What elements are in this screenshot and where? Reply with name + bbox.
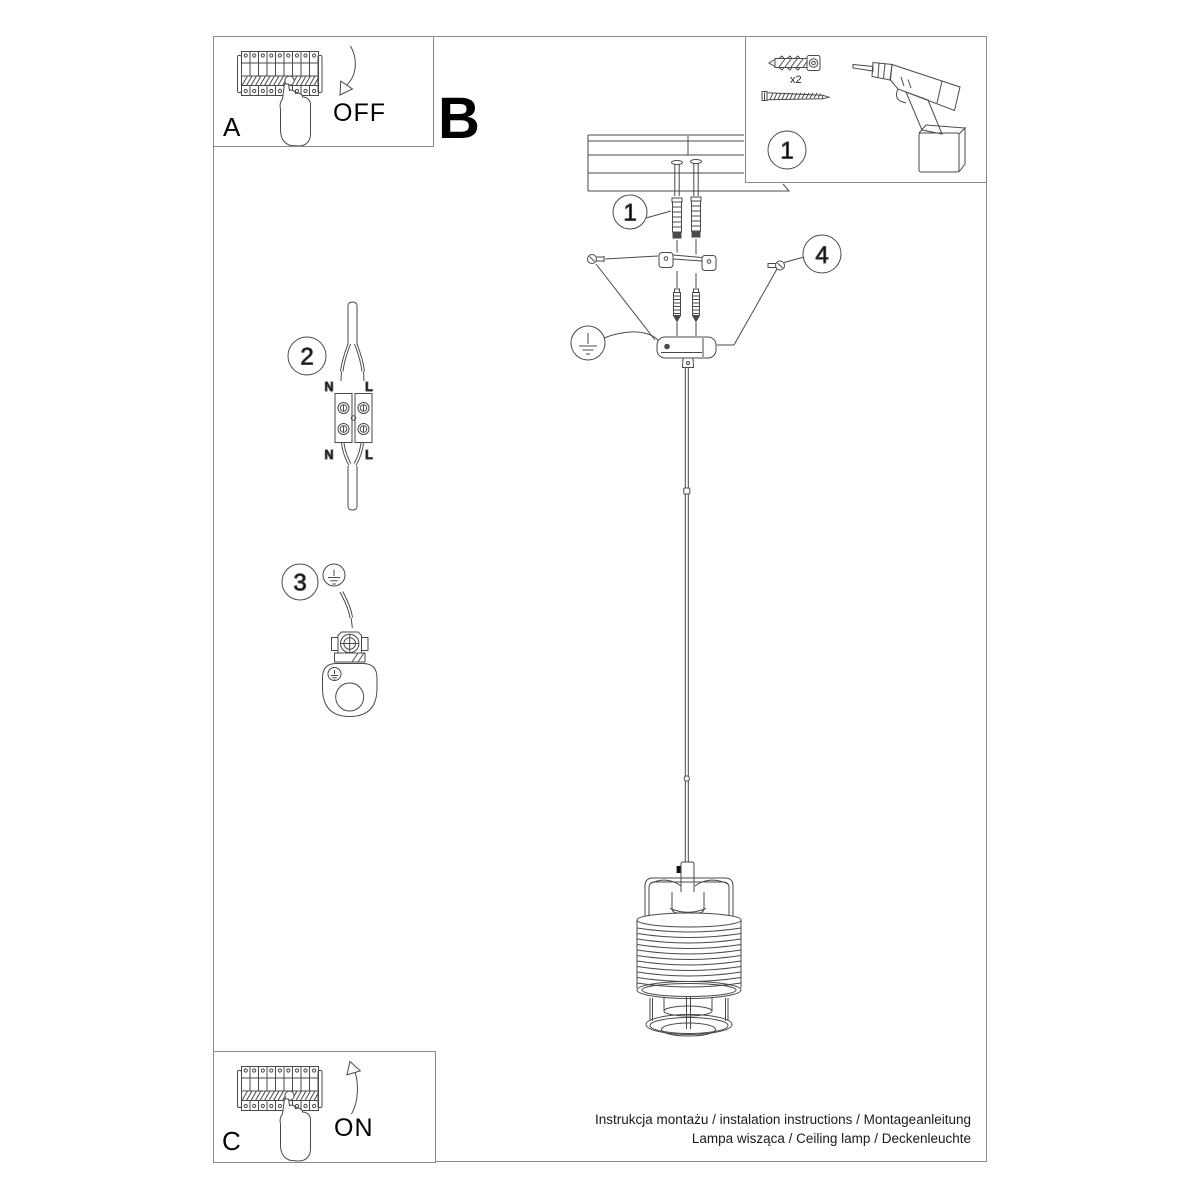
footer-line-2: Lampa wisząca / Ceiling lamp / Deckenleuchte <box>691 1130 971 1146</box>
breaker-panel-icon <box>238 1067 323 1162</box>
off-label: OFF <box>333 99 386 127</box>
breaker-off-illustration <box>214 37 433 146</box>
power-off-box <box>213 36 434 147</box>
section-label-a: A <box>223 112 241 142</box>
section-label-b: B <box>438 86 480 151</box>
footer-line-1: Instrukcja montażu / instalation instructions / Montageanleitung <box>595 1112 971 1127</box>
on-label: ON <box>334 1114 374 1142</box>
breaker-panel-icon <box>238 52 323 147</box>
footer-captions <box>551 1111 971 1148</box>
step-1-number: 1 <box>623 199 637 227</box>
kit-step-number: 1 <box>780 137 794 165</box>
drill-icon <box>853 63 965 173</box>
fixings-kit-box <box>745 36 987 183</box>
step-4-number: 4 <box>815 242 829 269</box>
step-3-number: 3 <box>293 569 307 597</box>
step-2-number: 2 <box>300 343 314 371</box>
arrow-up-icon <box>347 1062 360 1115</box>
label-l-top: L <box>365 380 373 394</box>
wall-plug-kit-icon <box>769 56 820 71</box>
diagram-frame <box>213 36 987 1162</box>
section-label-c: C <box>222 1126 241 1156</box>
label-l-bottom: L <box>365 448 373 462</box>
kit-illustration <box>746 37 986 182</box>
arrow-down-icon <box>340 46 355 95</box>
label-n-bottom: N <box>324 448 334 462</box>
power-on-box <box>213 1051 436 1163</box>
kit-step-marker <box>768 131 806 169</box>
breaker-on-illustration <box>214 1052 435 1162</box>
plug-quantity-label: x2 <box>790 74 802 86</box>
label-n-top: N <box>324 380 334 394</box>
screw-kit-icon <box>762 92 829 101</box>
